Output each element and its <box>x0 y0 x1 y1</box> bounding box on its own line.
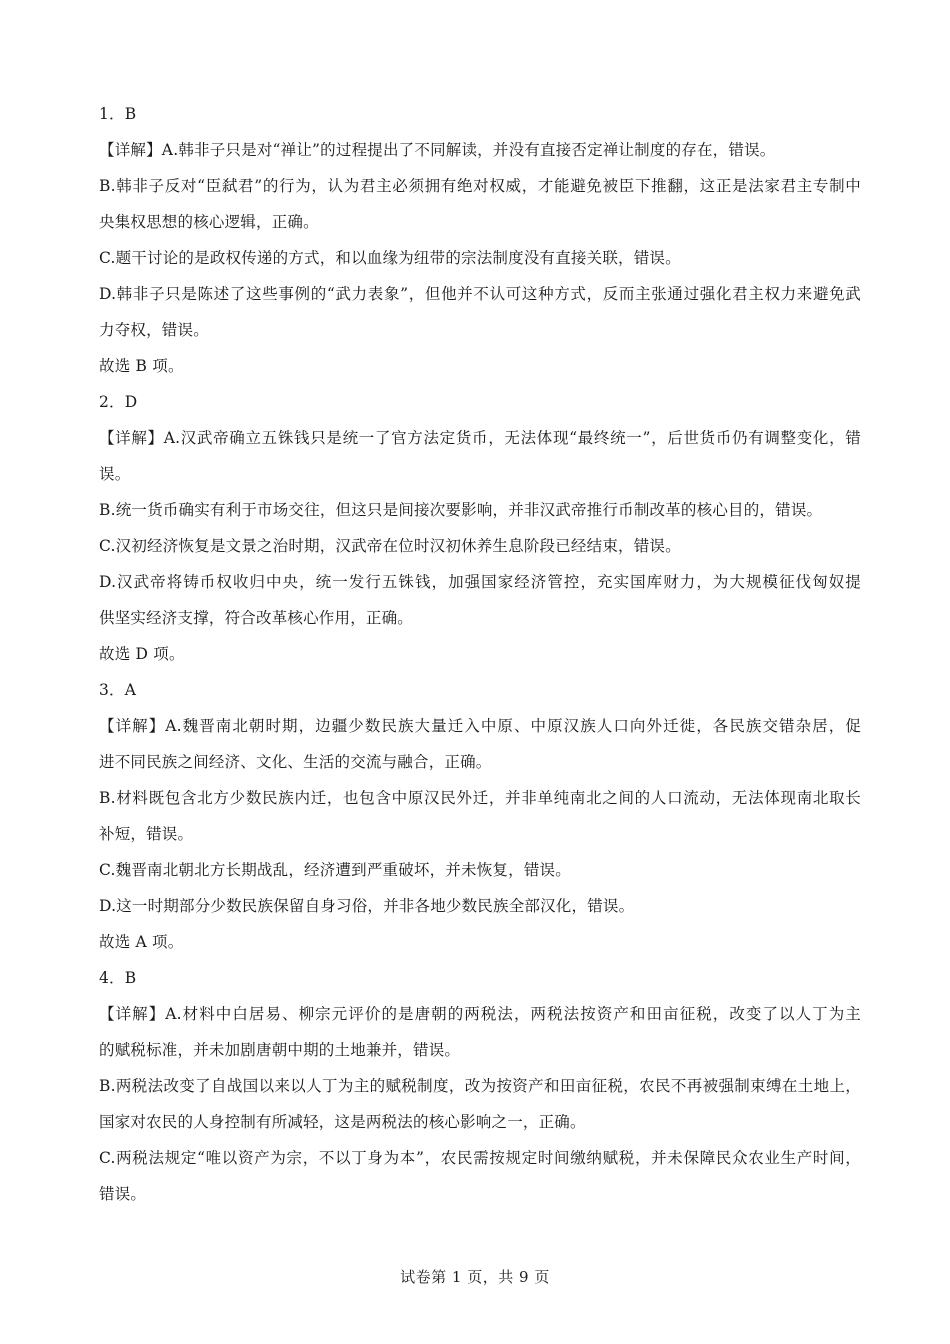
page-footer: 试卷第 1 页，共 9 页 <box>400 1268 550 1286</box>
explanation-line: B.韩非子反对“臣弑君”的行为，认为君主必须拥有绝对权威，才能避免被臣下推翻，这正是法家君主专制中 <box>99 177 861 195</box>
explanation-line: B.材料既包含北方少数民族内迁，也包含中原汉民外迁，并非单纯南北之间的人口流动，无法体现南北取长 <box>99 789 861 807</box>
explanation-line: 的赋税标准，并未加剧唐朝中期的土地兼并，错误。 <box>99 1041 461 1059</box>
explanation-line: 央集权思想的核心逻辑，正确。 <box>99 213 319 231</box>
explanation-line: C.两税法规定“唯以资产为宗，不以丁身为本”，农民需按规定时间缴纳赋税，并未保障民众农业生产时间， <box>99 1149 861 1167</box>
answer-choice: 故选 A 项。 <box>99 933 184 951</box>
explanation-line: 供坚实经济支撑，符合改革核心作用，正确。 <box>99 609 414 627</box>
explanation-line: 【详解】A.韩非子只是对“禅让”的过程提出了不同解读，并没有直接否定禅让制度的存在，错误。 <box>99 141 776 159</box>
explanation-line: 进不同民族之间经济、文化、生活的交流与融合，正确。 <box>99 753 492 771</box>
answer-choice: 故选 B 项。 <box>99 357 184 375</box>
answer-content <box>99 96 861 1212</box>
explanation-line: D.这一时期部分少数民族保留自身习俗，并非各地少数民族全部汉化，错误。 <box>99 897 635 915</box>
explanation-line: B.统一货币确实有利于市场交往，但这只是间接次要影响，并非汉武帝推行币制改革的核心目的，错误。 <box>99 501 823 519</box>
explanation-line: 误。 <box>99 465 131 483</box>
explanation-line: C.汉初经济恢复是文景之治时期，汉武帝在位时汉初休养生息阶段已经结束，错误。 <box>99 537 681 555</box>
answer-choice: 故选 D 项。 <box>99 645 185 663</box>
question-number: 1．B <box>99 105 137 123</box>
explanation-line: C.魏晋南北朝北方长期战乱，经济遭到严重破坏，并未恢复，错误。 <box>99 861 571 879</box>
explanation-line: C.题干讨论的是政权传递的方式，和以血缘为纽带的宗法制度没有直接关联，错误。 <box>99 249 681 267</box>
question-number: 2．D <box>99 393 138 411</box>
explanation-line: 力夺权，错误。 <box>99 321 209 339</box>
question-number: 3．A <box>99 681 137 699</box>
explanation-line: 错误。 <box>99 1185 147 1203</box>
explanation-line: 【详解】A.汉武帝确立五铢钱只是统一了官方法定货币，无法体现“最终统一”，后世货币仍有调整变化，错 <box>99 429 861 447</box>
question-number: 4．B <box>99 969 137 987</box>
explanation-line: 【详解】A.材料中白居易、柳宗元评价的是唐朝的两税法，两税法按资产和田亩征税，改变了以人丁为主 <box>99 1005 861 1023</box>
explanation-line: 补短，错误。 <box>99 825 194 843</box>
explanation-line: D.汉武帝将铸币权收归中央，统一发行五铢钱，加强国家经济管控，充实国库财力，为大规模征伐匈奴提 <box>99 573 861 591</box>
explanation-line: B.两税法改变了自战国以来以人丁为主的赋税制度，改为按资产和田亩征税，农民不再被强制束缚在土地上， <box>99 1077 861 1095</box>
explanation-line: 【详解】A.魏晋南北朝时期，边疆少数民族大量迁入中原、中原汉族人口向外迁徙，各民族交错杂居，促 <box>99 717 861 735</box>
explanation-line: 国家对农民的人身控制有所减轻，这是两税法的核心影响之一，正确。 <box>99 1113 586 1131</box>
explanation-line: D.韩非子只是陈述了这些事例的“武力表象”，但他并不认可这种方式，反而主张通过强化君主权力来避免武 <box>99 285 861 303</box>
